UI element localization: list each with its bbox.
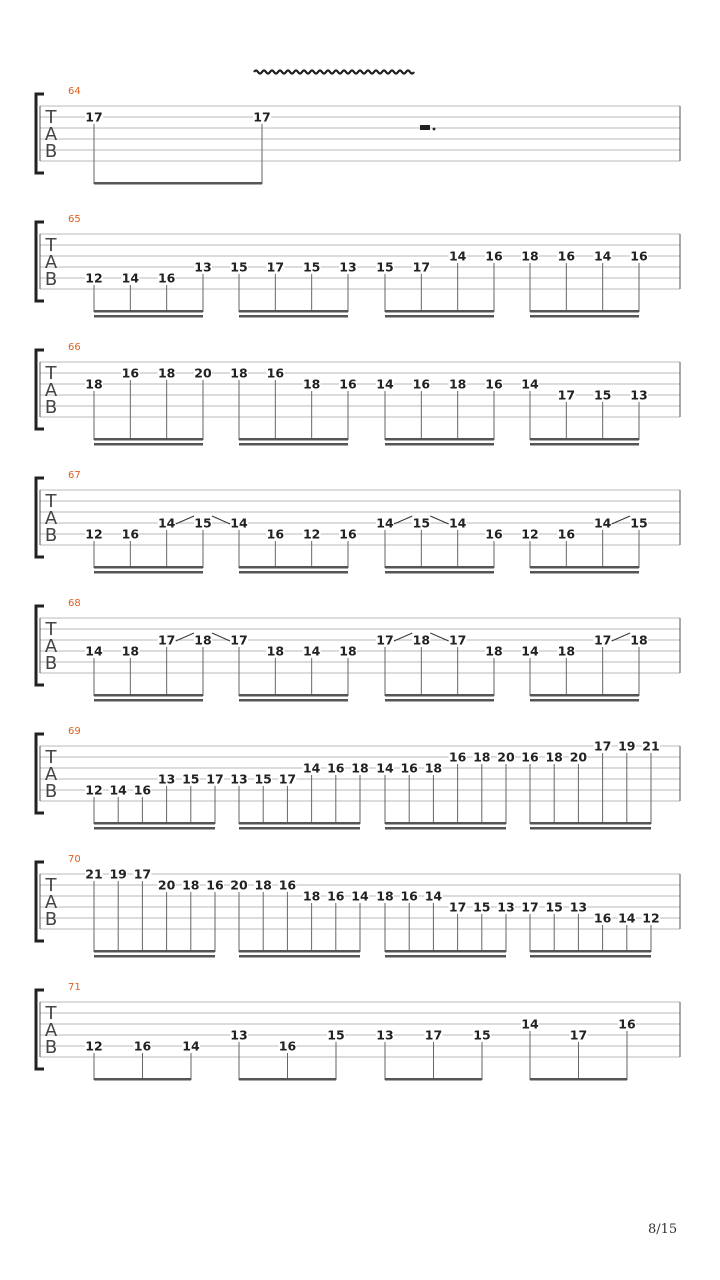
fret-number: 14: [448, 515, 467, 531]
beam: [94, 315, 203, 318]
fret-number: 15: [230, 259, 248, 275]
beam: [239, 699, 348, 702]
tab-clef-letter: B: [44, 269, 58, 290]
fret-number: 17: [593, 632, 612, 648]
page-number: 8/15: [648, 1222, 678, 1237]
beam: [94, 443, 203, 446]
fret-number: 20: [157, 877, 176, 893]
fret-number: 14: [376, 376, 394, 392]
fret-number: 16: [618, 1016, 636, 1032]
fret-number: 15: [412, 515, 431, 531]
half-rest: [420, 125, 430, 130]
fret-number: 18: [230, 365, 248, 381]
tab-system: [36, 726, 680, 830]
tab-system: [36, 598, 680, 702]
beam: [530, 566, 639, 569]
beam: [239, 310, 348, 313]
measure-number: 64: [68, 86, 81, 97]
tab-clef-letter: A: [44, 892, 58, 913]
fret-number: 20: [230, 877, 248, 893]
beam: [94, 699, 203, 702]
tab-clef-letter: B: [44, 909, 58, 930]
beam: [94, 822, 215, 825]
fret-number: 18: [557, 643, 576, 659]
fret-number: 20: [194, 365, 212, 381]
beam: [385, 827, 506, 830]
fret-number: 18: [351, 760, 369, 776]
fret-number: 16: [485, 376, 503, 392]
fret-number: 17: [206, 771, 224, 787]
tab-clef-letter: T: [45, 107, 57, 128]
beam: [530, 438, 639, 441]
fret-number: 16: [133, 782, 152, 798]
beam: [94, 827, 215, 830]
beam: [239, 1078, 336, 1081]
fret-number: 16: [557, 526, 576, 542]
fret-number: 16: [278, 877, 297, 893]
fret-number: 14: [109, 782, 127, 798]
fret-number: 16: [278, 1038, 297, 1054]
fret-number: 15: [593, 387, 612, 403]
fret-number: 12: [521, 526, 539, 542]
fret-number: 14: [593, 248, 612, 264]
fret-number: 14: [121, 270, 140, 286]
beam: [239, 955, 360, 958]
beam: [94, 950, 215, 953]
fret-number: 18: [521, 248, 539, 264]
beam: [239, 438, 348, 441]
fret-number: 18: [85, 376, 103, 392]
beam: [94, 182, 262, 185]
tab-clef-letter: A: [44, 508, 58, 529]
beam: [530, 443, 639, 446]
tab-clef-letter: A: [44, 636, 58, 657]
fret-number: 18: [266, 643, 285, 659]
fret-number: 16: [593, 910, 612, 926]
fret-number: 16: [121, 365, 140, 381]
fret-number: 18: [412, 632, 431, 648]
fret-number: 18: [302, 888, 321, 904]
fret-number: 16: [266, 365, 285, 381]
fret-number: 13: [230, 771, 248, 787]
fret-number: 15: [182, 771, 200, 787]
fret-number: 12: [85, 1038, 103, 1054]
fret-number: 17: [448, 899, 467, 915]
fret-number: 13: [630, 387, 648, 403]
tab-clef-letter: A: [44, 764, 58, 785]
fret-number: 14: [618, 910, 636, 926]
beam: [94, 438, 203, 441]
fret-number: 15: [630, 515, 648, 531]
fret-number: 18: [182, 877, 200, 893]
fret-number: 12: [302, 526, 321, 542]
fret-number: 13: [339, 259, 357, 275]
beam: [94, 955, 215, 958]
fret-number: 18: [302, 376, 321, 392]
tab-clef-letter: A: [44, 380, 58, 401]
tab-system: [36, 342, 680, 446]
beam: [239, 827, 360, 830]
fret-number: 14: [182, 1038, 200, 1054]
fret-number: 14: [85, 643, 103, 659]
fret-number: 21: [642, 738, 660, 754]
measure-number: 66: [68, 342, 81, 353]
tab-clef-letter: A: [44, 1020, 58, 1041]
tab-clef-letter: T: [45, 747, 57, 768]
vibrato-wavy-line: [254, 71, 414, 74]
fret-number: 20: [497, 749, 515, 765]
measure-number: 70: [68, 854, 81, 865]
fret-number: 16: [339, 526, 357, 542]
beam: [239, 822, 360, 825]
fret-number: 15: [254, 771, 272, 787]
fret-number: 16: [121, 526, 140, 542]
fret-number: 17: [412, 259, 431, 275]
fret-number: 16: [412, 376, 431, 392]
fret-number: 16: [485, 526, 503, 542]
fret-number: 18: [473, 749, 491, 765]
tab-clef-letter: B: [44, 397, 58, 418]
tab-clef-letter: T: [45, 363, 57, 384]
fret-number: 18: [194, 632, 212, 648]
fret-number: 13: [376, 1027, 394, 1043]
tab-clef-letter: T: [45, 619, 57, 640]
fret-number: 18: [630, 632, 648, 648]
fret-number: 16: [133, 1038, 152, 1054]
fret-number: 16: [630, 248, 648, 264]
fret-number: 14: [376, 515, 394, 531]
fret-number: 18: [157, 365, 176, 381]
fret-number: 20: [569, 749, 588, 765]
tab-clef-letter: B: [44, 1037, 58, 1058]
beam: [530, 822, 651, 825]
beam: [239, 566, 348, 569]
beam: [385, 1078, 482, 1081]
beam: [530, 694, 639, 697]
fret-number: 19: [109, 866, 127, 882]
beam: [385, 566, 494, 569]
fret-number: 16: [400, 888, 418, 904]
fret-number: 15: [302, 259, 321, 275]
rest-dot: [433, 128, 436, 131]
fret-number: 16: [157, 270, 176, 286]
tab-clef-letter: B: [44, 653, 58, 674]
tab-clef-letter: T: [45, 1003, 57, 1024]
beam: [530, 310, 639, 313]
fret-number: 14: [302, 643, 321, 659]
fret-number: 13: [157, 771, 176, 787]
fret-number: 17: [557, 387, 576, 403]
fret-number: 14: [157, 515, 176, 531]
beam: [385, 699, 494, 702]
fret-number: 15: [327, 1027, 345, 1043]
fret-number: 15: [545, 899, 563, 915]
fret-number: 17: [376, 632, 394, 648]
fret-number: 14: [521, 1016, 539, 1032]
fret-number: 13: [194, 259, 212, 275]
beam: [94, 310, 203, 313]
beam: [530, 950, 651, 953]
fret-number: 16: [400, 760, 418, 776]
tab-clef-letter: B: [44, 781, 58, 802]
fret-number: 15: [194, 515, 212, 531]
fret-number: 14: [230, 515, 248, 531]
beam: [385, 694, 494, 697]
fret-number: 17: [569, 1027, 588, 1043]
tab-clef-letter: T: [45, 235, 57, 256]
beam: [385, 443, 494, 446]
beam: [239, 950, 360, 953]
measure-number: 65: [68, 214, 81, 225]
beam: [94, 1078, 191, 1081]
fret-number: 12: [85, 270, 103, 286]
beam: [239, 315, 348, 318]
fret-number: 18: [376, 888, 394, 904]
fret-number: 16: [339, 376, 357, 392]
fret-number: 18: [254, 877, 272, 893]
fret-number: 18: [448, 376, 467, 392]
fret-number: 17: [230, 632, 248, 648]
fret-number: 18: [485, 643, 503, 659]
beam: [385, 955, 506, 958]
tab-clef-letter: B: [44, 525, 58, 546]
fret-number: 14: [302, 760, 321, 776]
beam: [239, 443, 348, 446]
beam: [530, 699, 639, 702]
beam: [385, 310, 494, 313]
tab-clef-letter: B: [44, 141, 58, 162]
fret-number: 17: [278, 771, 297, 787]
fret-number: 15: [473, 1027, 491, 1043]
tab-system: [36, 86, 680, 185]
tab-system: [36, 854, 680, 958]
tab-system: [36, 470, 680, 574]
beam: [94, 571, 203, 574]
beam: [385, 438, 494, 441]
beam: [94, 566, 203, 569]
beam: [385, 571, 494, 574]
fret-number: 17: [253, 109, 271, 125]
fret-number: 13: [569, 899, 588, 915]
fret-number: 13: [497, 899, 515, 915]
fret-number: 16: [327, 760, 345, 776]
fret-number: 14: [448, 248, 467, 264]
fret-number: 21: [85, 866, 103, 882]
fret-number: 14: [376, 760, 394, 776]
fret-number: 16: [266, 526, 285, 542]
fret-number: 14: [593, 515, 612, 531]
measure-number: 71: [68, 982, 81, 993]
fret-number: 17: [448, 632, 467, 648]
fret-number: 13: [230, 1027, 248, 1043]
fret-number: 17: [521, 899, 539, 915]
fret-number: 18: [545, 749, 563, 765]
fret-number: 17: [157, 632, 176, 648]
measure-number: 67: [68, 470, 81, 481]
beam: [239, 694, 348, 697]
tab-clef-letter: T: [45, 491, 57, 512]
fret-number: 15: [473, 899, 491, 915]
measure-number: 69: [68, 726, 81, 737]
fret-number: 14: [424, 888, 443, 904]
fret-number: 12: [85, 782, 103, 798]
fret-number: 15: [376, 259, 394, 275]
measure-number: 68: [68, 598, 81, 609]
fret-number: 12: [642, 910, 660, 926]
fret-number: 17: [266, 259, 285, 275]
beam: [530, 955, 651, 958]
fret-number: 17: [133, 866, 152, 882]
beam: [385, 950, 506, 953]
tab-system: [36, 982, 680, 1081]
tab-clef-letter: T: [45, 875, 57, 896]
fret-number: 17: [85, 109, 103, 125]
beam: [385, 315, 494, 318]
fret-number: 17: [424, 1027, 443, 1043]
tab-clef-letter: A: [44, 252, 58, 273]
fret-number: 16: [206, 877, 224, 893]
beam: [94, 694, 203, 697]
fret-number: 16: [448, 749, 467, 765]
fret-number: 18: [121, 643, 140, 659]
tab-clef-letter: A: [44, 124, 58, 145]
fret-number: 16: [327, 888, 345, 904]
fret-number: 16: [557, 248, 576, 264]
fret-number: 18: [424, 760, 443, 776]
beam: [530, 827, 651, 830]
tab-system: [36, 214, 680, 318]
beam: [530, 315, 639, 318]
beam: [530, 1078, 627, 1081]
fret-number: 16: [485, 248, 503, 264]
fret-number: 14: [351, 888, 369, 904]
fret-number: 17: [593, 738, 612, 754]
beam: [530, 571, 639, 574]
beam: [385, 822, 506, 825]
beam: [239, 571, 348, 574]
fret-number: 14: [521, 643, 539, 659]
fret-number: 19: [618, 738, 636, 754]
fret-number: 16: [521, 749, 539, 765]
fret-number: 14: [521, 376, 539, 392]
fret-number: 12: [85, 526, 103, 542]
fret-number: 18: [339, 643, 357, 659]
